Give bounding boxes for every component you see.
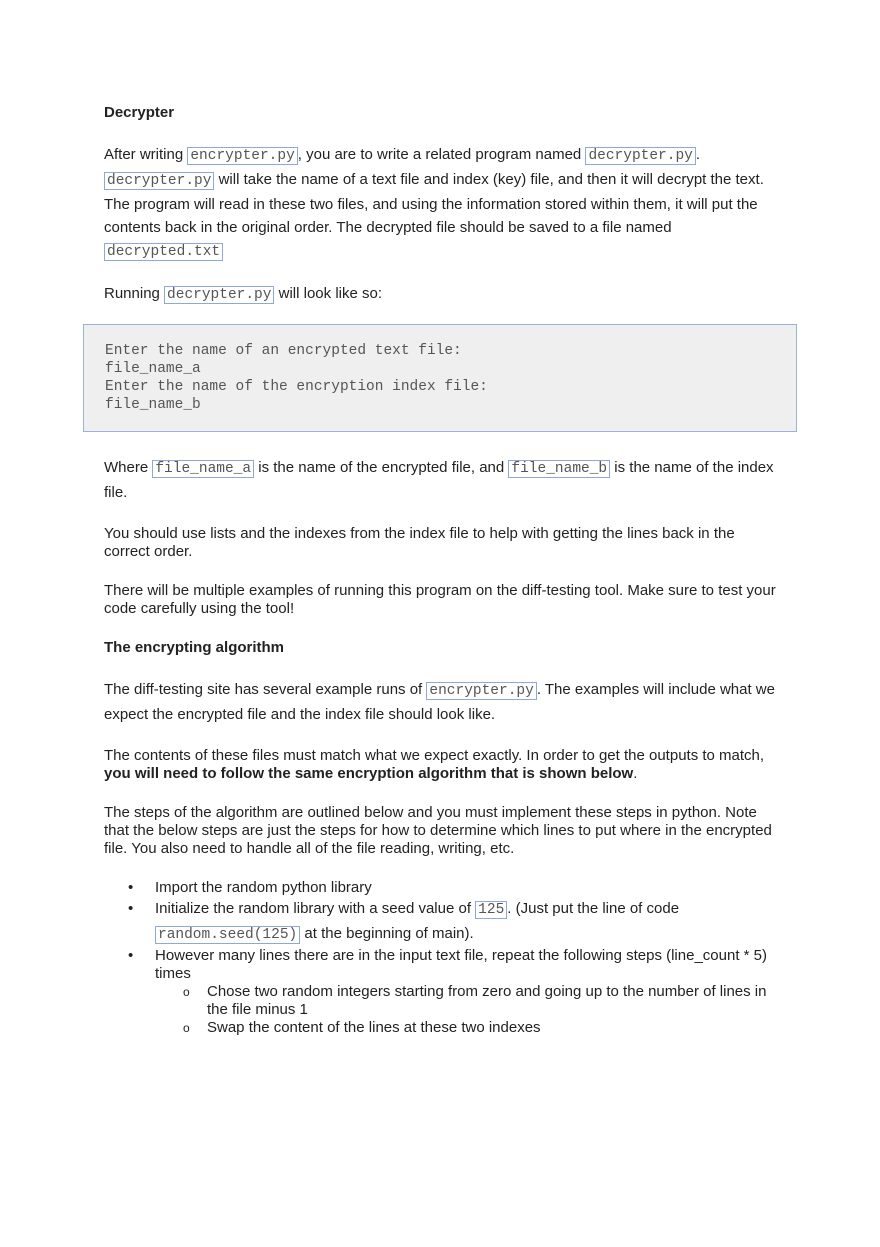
code-line: file_name_b xyxy=(105,397,201,413)
sub-bullet-icon: o xyxy=(183,1021,190,1035)
inline-code: encrypter.py xyxy=(426,682,536,700)
inline-code: random.seed(125) xyxy=(155,926,300,944)
sub-list xyxy=(155,983,784,1037)
where-paragraph: Where file_name_a is the name of the encrypted file, and file_name_b is the name of the index file. xyxy=(104,459,774,501)
sub-bullet-icon: o xyxy=(183,985,190,999)
sub-list-item: o Swap the content of the lines at these two indexes xyxy=(183,1019,541,1036)
intro-paragraph: After writing encrypter.py , you are to write a related program named decrypter.py . decrypter.py will take the name of a text file and index (key) file, and then it will decrypt the text. The program will read in these two files, and using the information stored within them, it will put the contents back in the original order. The decrypted file should be saved to a file named decrypted.txt xyxy=(104,146,764,260)
inline-code: decrypter.py xyxy=(585,147,695,165)
match-paragraph: The contents of these files must match what we expect exactly. In order to get the outputs to match, you will need to follow the same encryption algorithm that is shown below. xyxy=(104,747,765,782)
inline-code: decrypted.txt xyxy=(104,243,223,261)
lists-paragraph: You should use lists and the indexes from the index file to help with getting the lines back in the correct order. xyxy=(104,525,735,560)
document-page xyxy=(104,104,784,1037)
list-item: • However many lines there are in the input text file, repeat the following steps (line_count * 5) times o Chose two random integers starting from zero and going up to the number of lines in the file minus 1 o Swap the content of the lines at these two indexes xyxy=(104,947,784,1037)
algorithm-steps-list xyxy=(104,879,784,1037)
inline-code: 125 xyxy=(475,901,507,919)
section-heading: The encrypting algorithm xyxy=(104,639,285,656)
bullet-icon: • xyxy=(128,879,134,896)
inline-code: encrypter.py xyxy=(187,147,297,165)
code-line: Enter the name of the encryption index file: xyxy=(105,379,488,395)
inline-code: file_name_b xyxy=(508,460,610,478)
inline-code: decrypter.py xyxy=(104,172,214,190)
running-paragraph: Running decrypter.py will look like so: xyxy=(104,285,383,303)
page-title: Decrypter xyxy=(104,104,175,121)
steps-paragraph: The steps of the algorithm are outlined below and you must implement these steps in python. Note that the below steps are just the steps for how to determine which lines to put where in the encrypted file. You also need to handle all of the file reading, writing, etc. xyxy=(104,804,772,857)
examples-paragraph: There will be multiple examples of running this program on the diff-testing tool. Make sure to test your code carefully using the tool! xyxy=(104,582,776,617)
code-line: Enter the name of an encrypted text file: xyxy=(105,343,462,359)
bullet-icon: • xyxy=(128,947,134,964)
list-item: • Initialize the random library with a seed value of 125 . (Just put the line of code random.seed(125) at the beginning of main). xyxy=(104,897,784,947)
code-block xyxy=(83,324,797,432)
inline-code: file_name_a xyxy=(152,460,254,478)
code-line: file_name_a xyxy=(105,361,201,377)
list-item: • Import the random python library xyxy=(128,879,372,896)
diff-paragraph: The diff-testing site has several example runs of encrypter.py . The examples will include what we expect the encrypted file and the index file should look like. xyxy=(104,681,775,723)
bullet-icon: • xyxy=(128,900,134,917)
sub-list-item: o Chose two random integers starting from zero and going up to the number of lines in the file minus 1 xyxy=(183,983,767,1018)
inline-code: decrypter.py xyxy=(164,286,274,304)
